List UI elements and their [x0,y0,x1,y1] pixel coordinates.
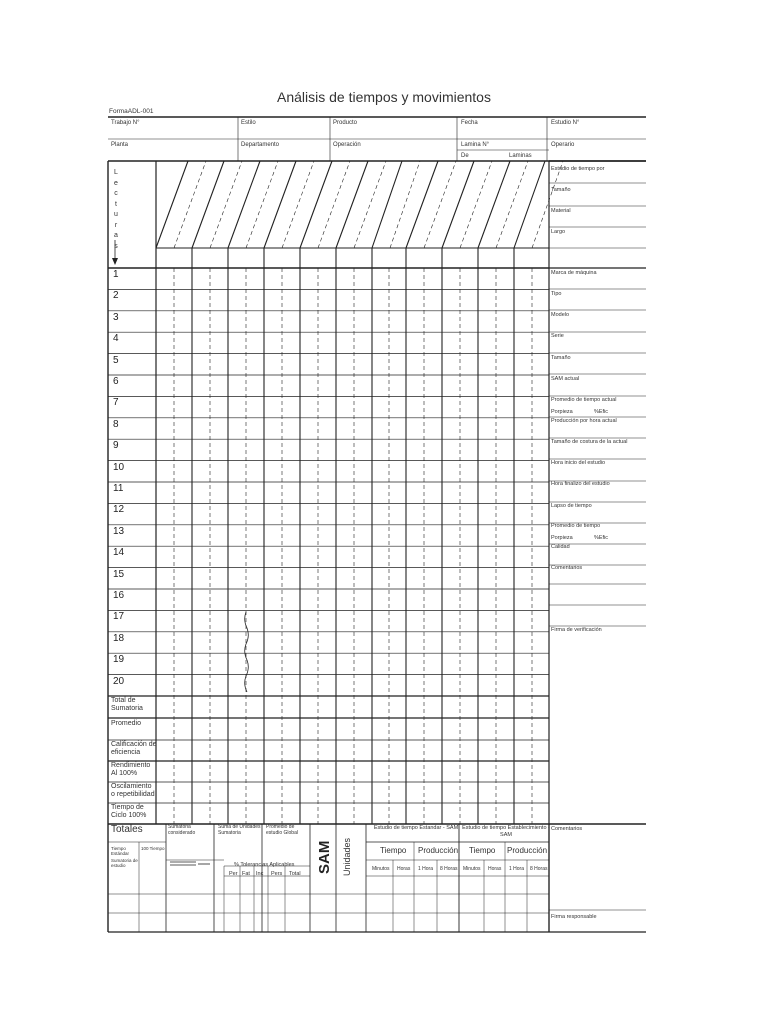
sam-label: SAM [316,840,333,874]
tol-per: Per [229,871,238,877]
cap-sumatoria-estudio: Sumatoria de estudio [111,858,138,868]
side-label: Marca de máquina [551,270,597,276]
diagonal-dash [496,161,528,248]
header-departamento: Departamento [241,142,280,148]
summary-row-label: Rendimiento Al 100% [111,762,151,777]
header-estudio: Estudio N° [551,120,580,126]
diagonal-dash [390,161,420,248]
std2-1hora: 1 Hora [509,866,525,872]
hdr-promedio: Promedio de estudio Global [266,824,298,836]
side-label: Tipo [551,291,562,297]
row-number: 15 [113,568,125,580]
diagonal-line [192,161,224,248]
row-number: 1 [113,269,119,280]
diagonal-line [336,161,368,248]
totales-label: Totales [111,824,143,835]
hdr-sumatoria: Sumatoria considerado [168,824,196,836]
side-label: Estudio de tiempo por [551,166,605,172]
row-number: 10 [113,461,125,473]
diagonal-line [156,161,188,248]
std1-tiempo: Tiempo [380,846,407,855]
summary-row-label: Calificación de eficiencia [111,741,157,756]
row-number: 11 [113,483,124,494]
row-number: 3 [113,311,119,323]
header-operacion: Operación [333,142,361,148]
std2-tiempo: Tiempo [469,846,496,855]
side-label: Hora finalizo del estudio [551,481,610,487]
row-number: 5 [113,354,119,366]
tol-fat: Fat [242,871,250,877]
std2-produccion: Producción [507,846,548,855]
cap-tiempo-estandar: Tiempo Estándar [111,846,130,856]
row-number: 20 [113,675,125,687]
header-laminas: Laminas [509,153,532,159]
side-label: Tamaño de costura de la actual [551,439,628,445]
row-number: 17 [113,611,125,623]
side-label: Modelo [551,312,570,318]
diagonal-line [442,161,474,248]
squiggle-mark [245,612,249,692]
diagonal-dash [354,161,386,248]
header-fecha: Fecha [461,120,478,126]
lecturas-letter: a [114,232,118,239]
side-label: Porpieza [551,535,573,541]
summary-row-label: Promedio [111,720,141,727]
row-number: 14 [113,547,125,559]
header-planta: Planta [111,142,129,148]
side-label: SAM actual [551,376,580,382]
unidades-label: Unidades [342,837,352,876]
std2-title: Estudio de tiempo Establecimiento - SAM [462,825,550,838]
std2-8horas: 8 Horas [530,866,548,872]
row-number: 8 [113,418,119,430]
diagonal-line [228,161,260,248]
lecturas-letter: u [114,211,118,218]
lecturas-letter: t [115,200,117,208]
std1-1hora: 1 Hora [418,866,434,872]
side-label: Producción por hora actual [551,418,617,424]
lecturas-letter: L [114,169,118,176]
std1-title: Estudio de tiempo Estandar - SAM [373,825,459,831]
summary-row-label: Total de Sumatoria [111,697,143,712]
side-label: Largo [551,229,566,235]
diagonal-dash [318,161,350,248]
row-number: 7 [113,397,119,409]
diagonal-line [264,161,296,248]
tolerancias-label: % Tolerancias Aplicables [234,862,295,868]
side-label: Tamaño [551,355,571,361]
side-label: Lapso de tiempo [551,503,592,509]
row-number: 2 [113,290,119,302]
diagonal-line [478,161,510,248]
std1-8horas: 8 Horas [440,866,458,872]
diagonal-line [514,161,545,248]
lecturas-letter: r [114,221,118,229]
tol-inc: Inc [256,871,264,877]
diagonal-dash [174,161,206,248]
row-number: 16 [113,590,125,601]
summary-row-label: Oscilamiento o repetibilidad [111,783,155,798]
diagonal-line [300,161,332,248]
row-number: 12 [113,504,125,516]
row-number: 9 [113,440,119,452]
diagonal-dash [282,161,314,248]
row-number: 13 [113,525,125,537]
header-producto: Producto [333,120,358,126]
arrow-down-icon [112,258,118,265]
std1-minutos: Minutos [372,866,390,872]
side-label: Calidad [551,544,570,550]
diagonal-dash [210,161,242,248]
row-number: 6 [113,376,119,387]
lecturas-letter: c [114,190,118,197]
page-title: Análisis de tiempos y movimientos [277,89,491,105]
side-label: %Efic [594,535,609,541]
lecturas-letter: s [114,242,118,250]
side-label: Tamaño [551,187,571,193]
side-label: Promedio de tiempo actual [551,397,617,403]
diagonal-dash [246,161,278,248]
header-operario: Operario [551,142,575,148]
side-label: Firma responsable [551,914,597,920]
tol-pers: Pers [271,871,283,877]
std2-minutos: Minutos [463,866,481,872]
diagonal-dash [460,161,492,248]
side-label: Material [551,208,571,214]
header-de: De [461,153,469,159]
std2-horas: Horas [488,866,502,872]
diagonal-line [372,161,402,248]
header-trabajo: Trabajo N° [111,120,140,126]
diagonal-dash [424,161,456,248]
tol-total: Total [289,871,301,877]
cap-100-tiempo: 100 Tiempo [141,846,165,851]
row-number: 4 [113,333,119,345]
std1-horas: Horas [397,866,411,872]
side-label: Comentarios [551,565,583,571]
header-lamina: Lamina N° [461,142,490,148]
side-label: Promedio de tiempo [551,523,601,529]
hdr-suma-unidades: Suma de Unidades Sumatoria [218,824,261,836]
header-estilo: Estilo [241,120,256,126]
form-code: FormaADL-001 [109,108,154,115]
diagonal-line [406,161,438,248]
row-number: 19 [113,654,125,666]
side-label: Comentarios [551,826,583,832]
lecturas-letter: e [114,179,118,187]
row-number: 18 [113,632,125,644]
std1-produccion: Producción [418,846,459,855]
side-label: Porpieza [551,409,573,415]
side-label: %Efic [594,409,609,415]
side-label: Hora inicio del estudio [551,460,606,466]
side-label: Firma de verificación [551,627,602,633]
side-label: Serie [551,333,564,339]
summary-row-label: Tiempo de Ciclo 100% [111,804,147,819]
